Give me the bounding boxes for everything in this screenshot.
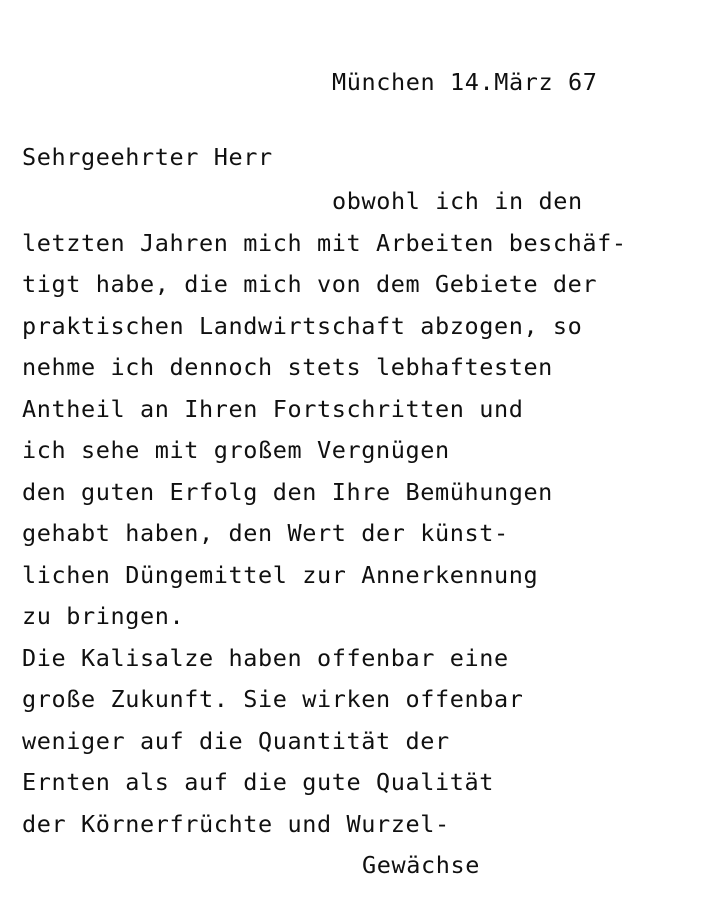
letter-body bbox=[0, 62, 720, 887]
body-line: nehme ich dennoch stets lebhaftesten bbox=[22, 353, 553, 381]
body-line: Ernten als auf die gute Qualität bbox=[22, 768, 494, 796]
body-line: tigt habe, die mich von dem Gebiete der bbox=[22, 270, 598, 298]
body-line: letzten Jahren mich mit Arbeiten beschäf- bbox=[22, 228, 627, 257]
body-line: große Zukunft. Sie wirken offenbar bbox=[22, 685, 524, 713]
body-line: gehabt haben, den Wert der künst- bbox=[22, 519, 509, 547]
body-line: Die Kalisalze haben offenbar eine bbox=[22, 643, 509, 672]
body-line: weniger auf die Quantität der bbox=[22, 726, 450, 755]
body-line: obwohl ich in den bbox=[332, 187, 583, 215]
date-line: München 14.März 67 bbox=[332, 68, 598, 96]
body-line: Antheil an Ihren Fortschritten und bbox=[22, 394, 524, 423]
closing-line: Gewächse bbox=[362, 851, 480, 879]
body-line: ich sehe mit großem Vergnügen bbox=[22, 436, 450, 464]
body-line: lichen Düngemittel zur Annerkennung bbox=[22, 560, 539, 589]
body-line: der Körnerfrüchte und Wurzel- bbox=[22, 809, 450, 838]
body-line: den guten Erfolg den Ihre Bemühungen bbox=[22, 477, 553, 506]
salutation-line: Sehrgeehrter Herr bbox=[22, 142, 273, 171]
spacer-after-date bbox=[0, 104, 720, 137]
body-line: zu bringen. bbox=[22, 602, 185, 630]
body-line: praktischen Landwirtschaft abzogen, so bbox=[22, 311, 583, 340]
